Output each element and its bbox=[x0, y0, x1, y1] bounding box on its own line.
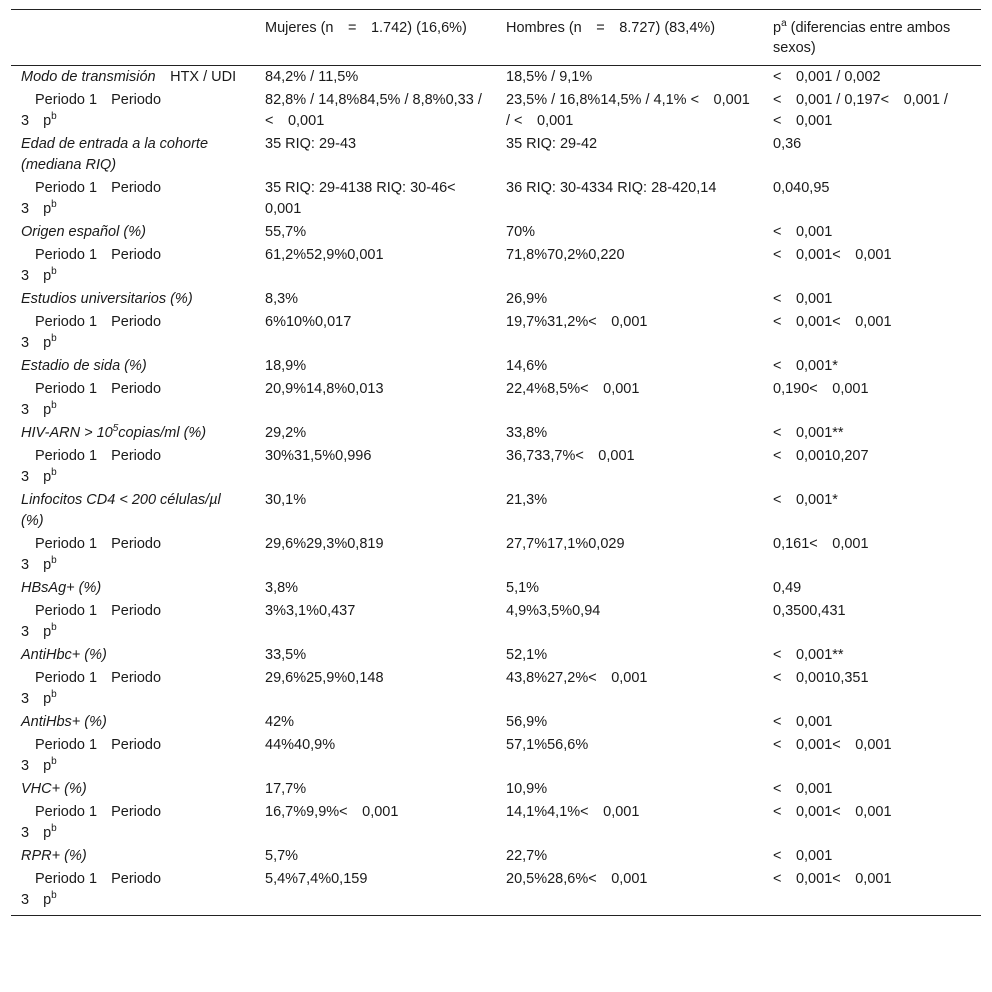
p-value: < 0,001< 0,001 bbox=[773, 247, 892, 263]
hombres-value: 26,9% bbox=[506, 291, 548, 307]
period-3-label-b: 3 bbox=[21, 201, 30, 217]
p-value: < 0,001< 0,001 bbox=[773, 871, 892, 887]
mujeres-value: 55,7% bbox=[265, 224, 307, 240]
header-p-superscript: a bbox=[781, 18, 787, 30]
hombres-value: 4,9%3,5%0,94 bbox=[506, 603, 601, 619]
p-value: < 0,001< 0,001 bbox=[773, 804, 892, 820]
p-label: p bbox=[43, 402, 52, 418]
variable-label: Linfocitos CD4 < 200 células/µl (%) bbox=[21, 492, 221, 529]
p-value: < 0,0010,351 bbox=[773, 670, 869, 686]
period-3-label-a: Periodo bbox=[111, 180, 162, 196]
variable-label-superscript: 5 bbox=[112, 423, 119, 435]
variable-label: Origen español (%) bbox=[21, 224, 146, 240]
variable-label: Edad de entrada a la cohorte (mediana RIQ) bbox=[21, 136, 209, 173]
variable-label: Estadio de sida (%) bbox=[21, 358, 147, 374]
period-3-label-b: 3 bbox=[21, 402, 30, 418]
table-row bbox=[11, 288, 981, 311]
hombres-value: 20,5%28,6%< 0,001 bbox=[506, 871, 648, 887]
variable-label: VHC+ (%) bbox=[21, 781, 87, 797]
header-p-description: (diferencias entre ambos sexos) bbox=[773, 20, 951, 56]
p-label-superscript: b bbox=[51, 555, 57, 567]
table-row bbox=[11, 845, 981, 868]
p-value: < 0,001 bbox=[773, 848, 833, 864]
mujeres-value: 20,9%14,8%0,013 bbox=[265, 381, 384, 397]
mujeres-value: 16,7%9,9%< 0,001 bbox=[265, 804, 399, 820]
p-value: < 0,001 / 0,002 bbox=[773, 69, 881, 85]
period-3-label-a: Periodo bbox=[111, 448, 162, 464]
period-label-cell bbox=[11, 177, 255, 221]
period-1-label: Periodo 1 bbox=[35, 871, 98, 887]
table-row-period bbox=[11, 667, 981, 711]
p-label-superscript: b bbox=[51, 467, 57, 479]
p-value: < 0,001< 0,001 bbox=[773, 737, 892, 753]
variable-label-cell bbox=[11, 711, 255, 734]
table-row-period bbox=[11, 378, 981, 422]
period-3-label-b: 3 bbox=[21, 335, 30, 351]
mujeres-value: 3%3,1%0,437 bbox=[265, 603, 356, 619]
header-hombres: Hombres (n = 8.727) (83,4%) bbox=[506, 20, 716, 36]
table-row-period bbox=[11, 177, 981, 221]
period-3-label-b: 3 bbox=[21, 469, 30, 485]
table-row bbox=[11, 422, 981, 445]
mujeres-value: 8,3% bbox=[265, 291, 299, 307]
mujeres-value: 3,8% bbox=[265, 580, 299, 596]
mujeres-value: 33,5% bbox=[265, 647, 307, 663]
p-value: 0,3500,431 bbox=[773, 603, 846, 619]
p-label: p bbox=[43, 825, 52, 841]
hombres-value: 27,7%17,1%0,029 bbox=[506, 536, 625, 552]
p-value: 0,040,95 bbox=[773, 180, 830, 196]
p-label: p bbox=[43, 268, 52, 284]
period-1-label: Periodo 1 bbox=[35, 180, 98, 196]
mujeres-value: 5,7% bbox=[265, 848, 299, 864]
period-1-label: Periodo 1 bbox=[35, 92, 98, 108]
period-label-cell bbox=[11, 378, 255, 422]
variable-label: Modo de transmisión bbox=[21, 69, 156, 85]
period-3-label-a: Periodo bbox=[111, 603, 162, 619]
hombres-value: 57,1%56,6% bbox=[506, 737, 589, 753]
mujeres-value: 61,2%52,9%0,001 bbox=[265, 247, 384, 263]
period-3-label-b: 3 bbox=[21, 268, 30, 284]
period-3-label-b: 3 bbox=[21, 113, 30, 129]
p-label-superscript: b bbox=[51, 400, 57, 412]
period-3-label-b: 3 bbox=[21, 557, 30, 573]
variable-label-cell bbox=[11, 288, 255, 311]
variable-label: Estudios universitarios (%) bbox=[21, 291, 193, 307]
variable-label-cell bbox=[11, 644, 255, 667]
header-mujeres: Mujeres (n = 1.742) (16,6%) bbox=[265, 20, 467, 36]
variable-label-cell bbox=[11, 355, 255, 378]
period-label-cell bbox=[11, 868, 255, 916]
hombres-value: 5,1% bbox=[506, 580, 540, 596]
period-label-cell bbox=[11, 667, 255, 711]
table-row-period bbox=[11, 734, 981, 778]
period-3-label-a: Periodo bbox=[111, 381, 162, 397]
period-3-label-a: Periodo bbox=[111, 247, 162, 263]
p-label-superscript: b bbox=[51, 333, 57, 345]
p-value: < 0,001** bbox=[773, 425, 844, 441]
period-1-label: Periodo 1 bbox=[35, 536, 98, 552]
hombres-value: 52,1% bbox=[506, 647, 548, 663]
variable-label-cell bbox=[11, 66, 255, 90]
table-row-period bbox=[11, 801, 981, 845]
variable-label-cell bbox=[11, 133, 255, 177]
hombres-value: 56,9% bbox=[506, 714, 548, 730]
period-1-label: Periodo 1 bbox=[35, 247, 98, 263]
variable-label-extra: HTX / UDI bbox=[155, 69, 237, 85]
period-3-label-b: 3 bbox=[21, 758, 30, 774]
p-label: p bbox=[43, 758, 52, 774]
p-value: < 0,001** bbox=[773, 647, 844, 663]
table-header bbox=[11, 10, 981, 66]
p-value: < 0,001 bbox=[773, 291, 833, 307]
data-table-container bbox=[11, 9, 981, 916]
hombres-value: 22,7% bbox=[506, 848, 548, 864]
period-3-label-a: Periodo bbox=[111, 92, 162, 108]
mujeres-value: 82,8% / 14,8%84,5% / 8,8%0,33 / < 0,001 bbox=[265, 92, 482, 129]
mujeres-value: 35 RIQ: 29-4138 RIQ: 30-46< 0,001 bbox=[265, 180, 471, 217]
table-row bbox=[11, 221, 981, 244]
variable-label: HIV-ARN > 10 bbox=[21, 425, 113, 441]
table-row-period bbox=[11, 445, 981, 489]
header-row bbox=[11, 10, 981, 66]
table-row-period bbox=[11, 868, 981, 916]
period-1-label: Periodo 1 bbox=[35, 448, 98, 464]
variable-label-cell bbox=[11, 422, 255, 445]
period-1-label: Periodo 1 bbox=[35, 381, 98, 397]
mujeres-value: 30%31,5%0,996 bbox=[265, 448, 372, 464]
p-value: < 0,001 / 0,197< 0,001 / < 0,001 bbox=[773, 92, 948, 129]
p-value: 0,190< 0,001 bbox=[773, 381, 869, 397]
header-empty-cell bbox=[11, 10, 255, 66]
p-value: < 0,001* bbox=[773, 358, 838, 374]
p-value: < 0,001 bbox=[773, 781, 833, 797]
p-label: p bbox=[43, 691, 52, 707]
table-row bbox=[11, 133, 981, 177]
variable-label: AntiHbs+ (%) bbox=[21, 714, 107, 730]
hombres-value: 19,7%31,2%< 0,001 bbox=[506, 314, 648, 330]
table-row bbox=[11, 489, 981, 533]
p-value: < 0,001* bbox=[773, 492, 838, 508]
table-row-period bbox=[11, 311, 981, 355]
table-row-period bbox=[11, 89, 981, 133]
period-label-cell bbox=[11, 89, 255, 133]
table-row-period bbox=[11, 533, 981, 577]
period-3-label-b: 3 bbox=[21, 892, 30, 908]
header-p-value bbox=[763, 10, 981, 66]
variable-label-cell bbox=[11, 577, 255, 600]
p-label: p bbox=[43, 557, 52, 573]
hombres-value: 36 RIQ: 30-4334 RIQ: 28-420,14 bbox=[506, 180, 717, 196]
mujeres-value: 35 RIQ: 29-43 bbox=[265, 136, 357, 152]
p-label-superscript: b bbox=[51, 111, 57, 123]
p-value: < 0,001 bbox=[773, 224, 833, 240]
p-label-superscript: b bbox=[51, 199, 57, 211]
variable-label-rest: copias/ml (%) bbox=[118, 425, 207, 441]
table-row bbox=[11, 644, 981, 667]
p-value: 0,49 bbox=[773, 580, 802, 596]
mujeres-value: 17,7% bbox=[265, 781, 307, 797]
mujeres-value: 84,2% / 11,5% bbox=[265, 69, 359, 85]
variable-label: RPR+ (%) bbox=[21, 848, 87, 864]
p-value: < 0,001 bbox=[773, 714, 833, 730]
table-row bbox=[11, 778, 981, 801]
mujeres-value: 18,9% bbox=[265, 358, 307, 374]
table-row bbox=[11, 577, 981, 600]
table-row-period bbox=[11, 244, 981, 288]
mujeres-value: 6%10%0,017 bbox=[265, 314, 352, 330]
mujeres-value: 29,6%29,3%0,819 bbox=[265, 536, 384, 552]
period-label-cell bbox=[11, 801, 255, 845]
p-value: 0,36 bbox=[773, 136, 802, 152]
table-body bbox=[11, 66, 981, 916]
mujeres-value: 5,4%7,4%0,159 bbox=[265, 871, 368, 887]
hombres-value: 22,4%8,5%< 0,001 bbox=[506, 381, 640, 397]
table-row bbox=[11, 66, 981, 90]
p-label-superscript: b bbox=[51, 756, 57, 768]
header-p-symbol: p bbox=[773, 20, 782, 36]
mujeres-value: 42% bbox=[265, 714, 295, 730]
p-label: p bbox=[43, 892, 52, 908]
period-3-label-a: Periodo bbox=[111, 536, 162, 552]
period-label-cell bbox=[11, 600, 255, 644]
period-1-label: Periodo 1 bbox=[35, 804, 98, 820]
period-3-label-a: Periodo bbox=[111, 737, 162, 753]
period-3-label-a: Periodo bbox=[111, 804, 162, 820]
p-label-superscript: b bbox=[51, 890, 57, 902]
p-label-superscript: b bbox=[51, 266, 57, 278]
p-label: p bbox=[43, 113, 52, 129]
hombres-value: 14,1%4,1%< 0,001 bbox=[506, 804, 640, 820]
variable-label-cell bbox=[11, 221, 255, 244]
p-label: p bbox=[43, 201, 52, 217]
hombres-value: 35 RIQ: 29-42 bbox=[506, 136, 598, 152]
period-label-cell bbox=[11, 734, 255, 778]
hombres-value: 36,733,7%< 0,001 bbox=[506, 448, 635, 464]
period-1-label: Periodo 1 bbox=[35, 314, 98, 330]
table-row-period bbox=[11, 600, 981, 644]
variable-label-cell bbox=[11, 845, 255, 868]
period-3-label-b: 3 bbox=[21, 691, 30, 707]
hombres-value: 33,8% bbox=[506, 425, 548, 441]
hombres-value: 23,5% / 16,8%14,5% / 4,1% < 0,001 / < 0,001 bbox=[506, 92, 750, 129]
period-3-label-a: Periodo bbox=[111, 670, 162, 686]
period-3-label-a: Periodo bbox=[111, 314, 162, 330]
mujeres-value: 29,2% bbox=[265, 425, 307, 441]
variable-label: HBsAg+ (%) bbox=[21, 580, 102, 596]
period-3-label-b: 3 bbox=[21, 825, 30, 841]
table-row bbox=[11, 711, 981, 734]
p-label-superscript: b bbox=[51, 622, 57, 634]
hombres-value: 14,6% bbox=[506, 358, 548, 374]
p-label: p bbox=[43, 624, 52, 640]
period-1-label: Periodo 1 bbox=[35, 603, 98, 619]
mujeres-value: 44%40,9% bbox=[265, 737, 336, 753]
data-table bbox=[11, 9, 981, 916]
period-3-label-b: 3 bbox=[21, 624, 30, 640]
mujeres-value: 30,1% bbox=[265, 492, 307, 508]
p-value: < 0,001< 0,001 bbox=[773, 314, 892, 330]
p-label: p bbox=[43, 469, 52, 485]
period-3-label-a: Periodo bbox=[111, 871, 162, 887]
variable-label-cell bbox=[11, 489, 255, 533]
mujeres-value: 29,6%25,9%0,148 bbox=[265, 670, 384, 686]
hombres-value: 10,9% bbox=[506, 781, 548, 797]
hombres-value: 18,5% / 9,1% bbox=[506, 69, 593, 85]
p-label-superscript: b bbox=[51, 823, 57, 835]
period-label-cell bbox=[11, 244, 255, 288]
period-label-cell bbox=[11, 533, 255, 577]
hombres-value: 70% bbox=[506, 224, 536, 240]
hombres-value: 21,3% bbox=[506, 492, 548, 508]
hombres-value: 71,8%70,2%0,220 bbox=[506, 247, 625, 263]
p-label-superscript: b bbox=[51, 689, 57, 701]
hombres-value: 43,8%27,2%< 0,001 bbox=[506, 670, 648, 686]
p-value: 0,161< 0,001 bbox=[773, 536, 869, 552]
variable-label: AntiHbc+ (%) bbox=[21, 647, 107, 663]
period-1-label: Periodo 1 bbox=[35, 670, 98, 686]
variable-label-cell bbox=[11, 778, 255, 801]
p-label: p bbox=[43, 335, 52, 351]
table-row bbox=[11, 355, 981, 378]
period-label-cell bbox=[11, 311, 255, 355]
period-1-label: Periodo 1 bbox=[35, 737, 98, 753]
period-label-cell bbox=[11, 445, 255, 489]
p-value: < 0,0010,207 bbox=[773, 448, 869, 464]
